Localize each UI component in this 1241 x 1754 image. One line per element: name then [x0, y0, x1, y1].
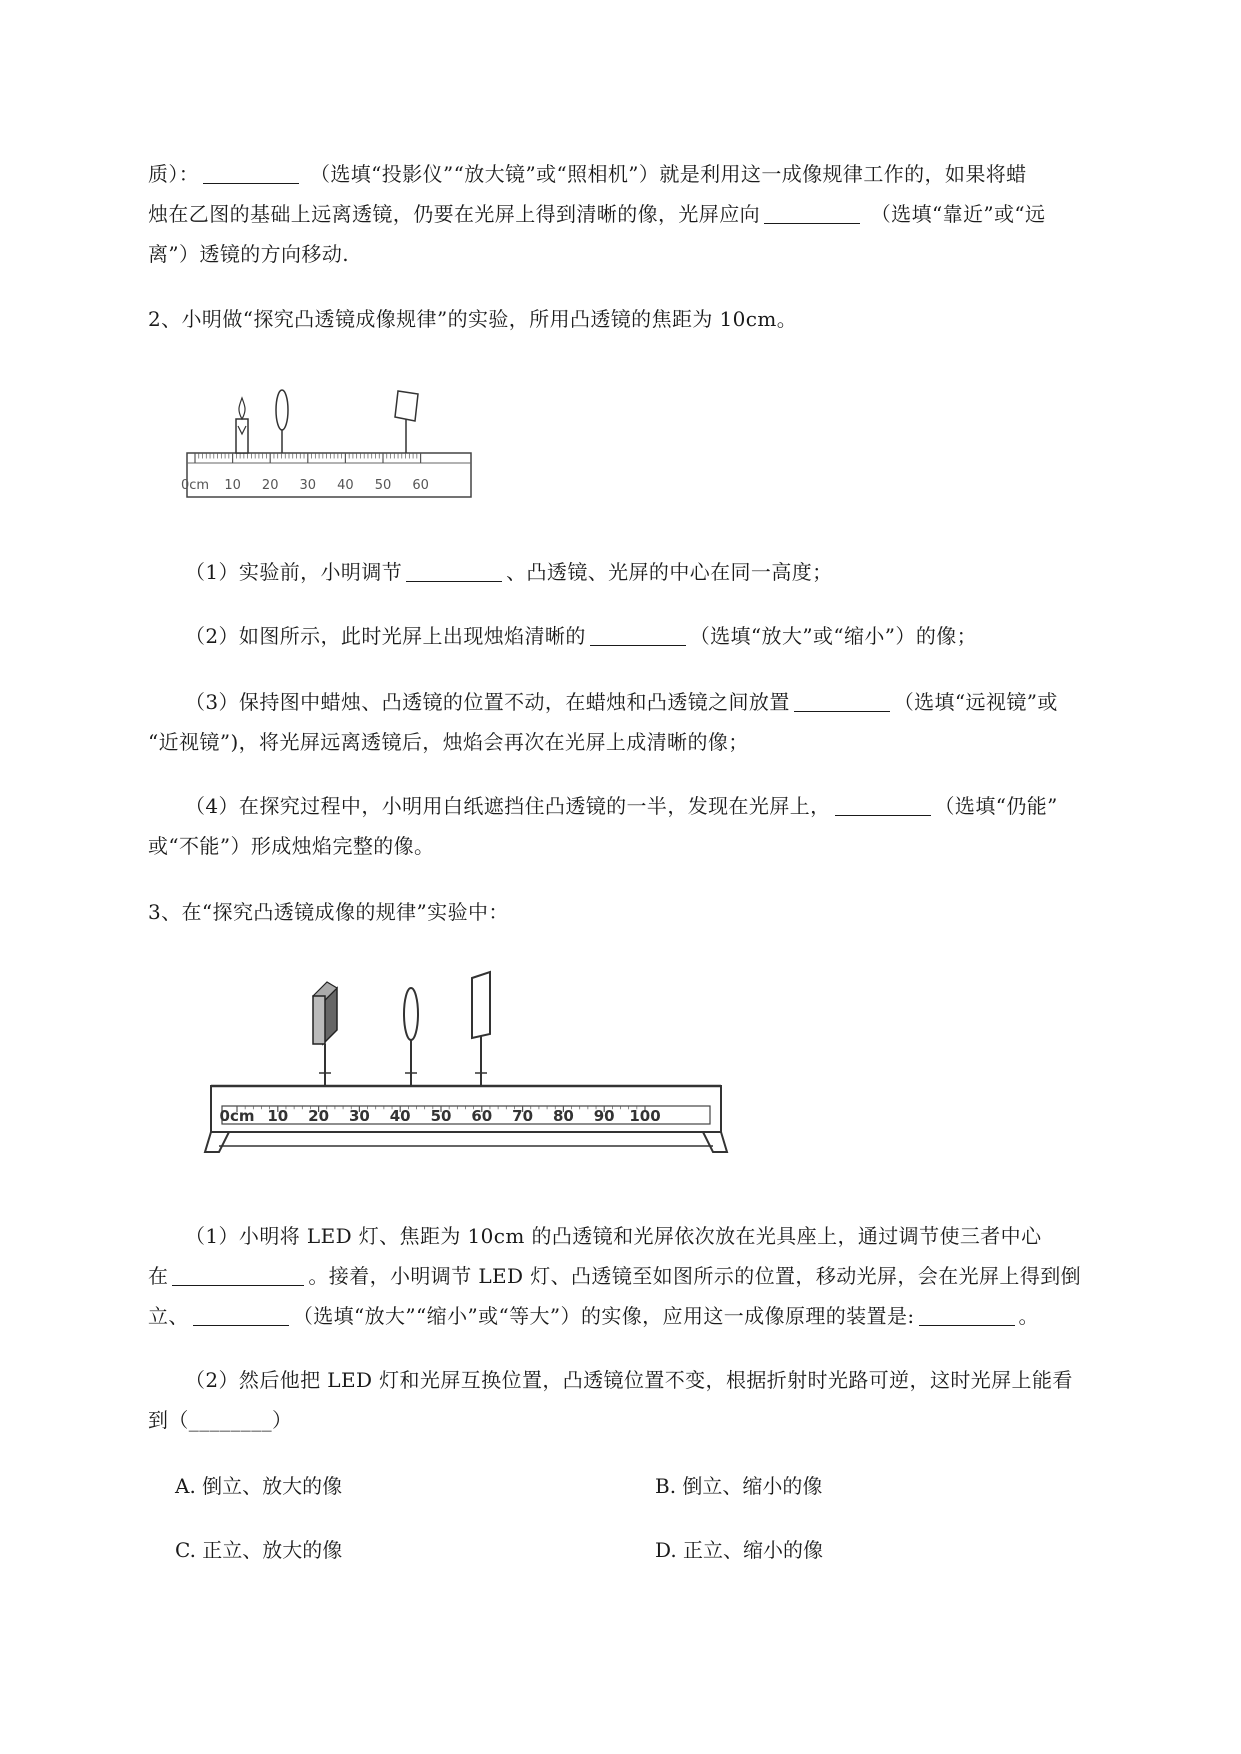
light-screen-icon [472, 972, 490, 1086]
option-c[interactable]: C. 正立、放大的像 [175, 1538, 343, 1562]
led-lamp-icon [313, 982, 337, 1086]
q2-text: （4）在探究过程中，小明用白纸遮挡住凸透镜的一半，发现在光屏上， [185, 794, 831, 818]
q1-line-1 [148, 158, 1027, 187]
q1-line-2 [148, 198, 1045, 227]
ruler-tick-label: 0cm [219, 1107, 255, 1125]
q3-part-1: （1）小明将 LED 灯、焦距为 10cm 的凸透镜和光屏依次放在光具座上，通过调节使三者中心 [185, 1224, 1042, 1248]
q1-text: （选填“投影仪”“放大镜”或“照相机”）就是利用这一成像规律工作的，如果将蜡 [309, 162, 1027, 186]
q2-stem: 2、小明做“探究凸透镜成像规律”的实验，所用凸透镜的焦距为 10cm。 [148, 307, 798, 331]
answer-blank[interactable] [835, 795, 931, 816]
q2-part-3-cont: “近视镜”)，将光屏远离透镜后，烛焰会再次在光屏上成清晰的像； [148, 730, 749, 754]
q3-text: 。 [1018, 1304, 1039, 1328]
ruler-tick-label: 50 [374, 478, 392, 493]
answer-blank[interactable] [794, 691, 890, 712]
convex-lens-icon [276, 390, 288, 453]
ruler-tick-label: 30 [299, 478, 317, 493]
q1-line-3: 离”）透镜的方向移动. [148, 242, 349, 266]
q3-text: 立、 [148, 1304, 189, 1328]
option-a[interactable]: A. 倒立、放大的像 [175, 1474, 343, 1498]
ruler-tick-label: 10 [267, 1107, 289, 1125]
q2-part-2 [185, 620, 977, 649]
candle-icon [236, 398, 248, 453]
q3-text: （选填“放大”“缩小”或“等大”）的实像，应用这一成像原理的装置是: [292, 1304, 915, 1328]
answer-blank[interactable] [764, 203, 860, 224]
q2-text: （选填“远视镜”或 [893, 690, 1058, 714]
ruler-tick-label: 40 [337, 478, 354, 493]
ruler-tick-label: 10 [224, 478, 241, 493]
q2-text: （选填“仍能” [934, 794, 1058, 818]
ruler-tick-label: 30 [348, 1107, 370, 1125]
option-d[interactable]: D. 正立、缩小的像 [655, 1538, 824, 1562]
ruler-tick-label: 100 [629, 1107, 661, 1125]
q1-text: 质）： [148, 162, 200, 186]
q3-part-2-cont: 到（________） [148, 1408, 293, 1432]
q2-part-3 [185, 686, 1058, 715]
answer-blank[interactable] [193, 1305, 289, 1326]
q3-stem: 3、在“探究凸透镜成像的规律”实验中： [148, 900, 509, 924]
q3-part-2: （2）然后他把 LED 灯和光屏互换位置，凸透镜位置不变，根据折射时光路可逆，这时光屏上能看 [185, 1368, 1073, 1392]
ruler-tick-label: 20 [308, 1107, 330, 1125]
q2-text: （3）保持图中蜡烛、凸透镜的位置不动，在蜡烛和凸透镜之间放置 [185, 690, 790, 714]
ruler-tick-label: 60 [412, 478, 429, 493]
q3-part-1-line-2 [148, 1260, 1081, 1289]
light-screen-icon [395, 391, 418, 453]
ruler-tick-label: 50 [430, 1107, 452, 1125]
q3-text: 在 [148, 1264, 169, 1288]
answer-blank[interactable] [590, 625, 686, 646]
q2-part-4-cont: 或“不能”）形成烛焰完整的像。 [148, 834, 435, 858]
answer-blank[interactable] [203, 163, 299, 184]
ruler-tick-label: 20 [261, 478, 279, 493]
answer-blank[interactable] [406, 561, 502, 582]
q3-optical-bench-figure [205, 968, 730, 1152]
q2-text: （选填“放大”或“缩小”）的像； [689, 624, 978, 648]
ruler-tick-label: 40 [389, 1107, 411, 1125]
q2-optical-bench-figure [180, 388, 475, 500]
answer-blank[interactable] [172, 1265, 304, 1286]
ruler-tick-label: 60 [471, 1107, 493, 1125]
q2-text: 、凸透镜、光屏的中心在同一高度； [506, 560, 833, 584]
q1-text: （选填“靠近”或“远 [870, 202, 1046, 226]
option-b[interactable]: B. 倒立、缩小的像 [655, 1474, 823, 1498]
ruler-tick-label: 70 [512, 1107, 534, 1125]
ruler-tick-label: 90 [593, 1107, 615, 1125]
answer-blank[interactable] [919, 1305, 1015, 1326]
q1-text: 烛在乙图的基础上远离透镜，仍要在光屏上得到清晰的像，光屏应向 [148, 202, 760, 226]
q3-text: 。接着，小明调节 LED 灯、凸透镜至如图所示的位置，移动光屏，会在光屏上得到倒 [308, 1264, 1082, 1288]
q2-part-1 [185, 556, 833, 585]
q2-text: （1）实验前，小明调节 [185, 560, 403, 584]
convex-lens-icon [404, 988, 418, 1086]
q3-part-1-line-3 [148, 1300, 1039, 1329]
ruler-tick-label: 0cm [180, 478, 210, 493]
ruler-tick-label: 80 [552, 1107, 574, 1125]
q2-part-4 [185, 790, 1058, 819]
q2-text: （2）如图所示，此时光屏上出现烛焰清晰的 [185, 624, 586, 648]
